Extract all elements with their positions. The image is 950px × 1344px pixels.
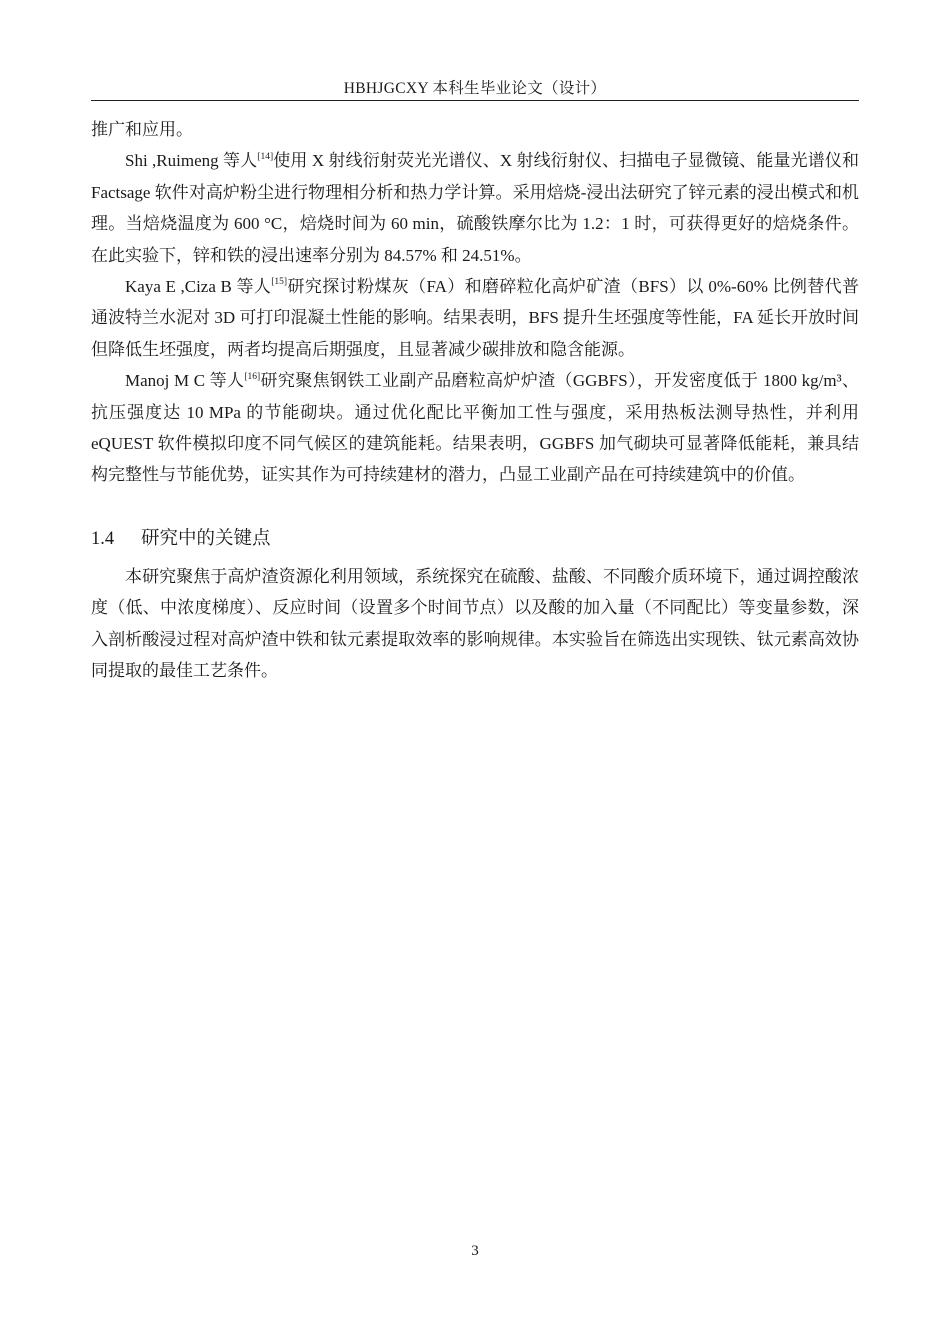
paragraph-lead-text: Shi ,Ruimeng 等人 [125,151,258,171]
paragraph-kaya-ciza [91,271,859,365]
paragraph-body-text: 研究探讨粉煤灰（FA）和磨碎粒化高炉矿渣（BFS）以 0%-60% 比例替代普通波特兰水泥对 3D 可打印混凝土性能的影响。结果表明，BFS 提升生坯强度等性能，FA 延长开放时间但降低生坯强度，两者均提高后期强度，且显著减少碳排放和隐含能源。 [91,277,860,359]
citation-ref: [14] [257,151,274,162]
paragraph-continuation: 推广和应用。 [91,120,193,139]
page-header [91,76,859,98]
page-body [91,114,859,687]
header-title: HBHJGCXY 本科生毕业论文（设计） [343,80,607,97]
citation-ref: [15] [271,277,288,288]
header-divider [91,100,859,101]
section-heading [91,523,859,555]
section-paragraph: 本研究聚焦于高炉渣资源化利用领域，系统探究在硫酸、盐酸、不同酸介质环境下，通过调控酸浓度（低、中浓度梯度）、反应时间（设置多个时间节点）以及酸的加入量（不同配比）等变量参数，深入剖析酸浸过程对高炉渣中铁和钛元素提取效率的影响规律。本实验旨在筛选出实现铁、钛元素高效协同提取的最佳工艺条件。 [91,566,859,681]
paragraph-body-text: 研究聚焦钢铁工业副产品磨粒高炉炉渣（GGBFS），开发密度低于 1800 kg/m³、抗压强度达 10 MPa 的节能砌块。通过优化配比平衡加工性与强度，采用热板法测导热性，并利用 eQUEST 软件模拟印度不同气候区的建筑能耗。结果表明，GGBFS 加气砌块可显著降低能耗，兼具结构完整性与节能优势，证实其作为可持续建材的潜力，凸显工业副产品在可持续建筑中的价值。 [91,371,859,485]
section-number: 1.4 [91,528,115,549]
paragraph-lead-text: Manoj M C 等人 [125,371,245,391]
paragraph-shi-ruimeng [91,145,859,271]
page-number: 3 [471,1243,479,1259]
paragraph-lead-text: Kaya E ,Ciza B 等人 [125,277,272,297]
citation-ref: [16] [244,371,261,382]
paragraph-manoj [91,365,859,491]
section-title: 研究中的关键点 [141,527,271,549]
paragraph-body-text: 使用 X 射线衍射荧光光谱仪、X 射线衍射仪、扫描电子显微镜、能量光谱仪和 Factsage 软件对高炉粉尘进行物理相分析和热力学计算。采用焙烧-浸出法研究了锌元素的浸出模式和机理。当焙烧温度为 600 °C，焙烧时间为 60 min，硫酸铁摩尔比为 1.2：1 时，可获得更好的焙烧条件。在此实验下，锌和铁的浸出速率分别为 84.57% 和 24.51%。 [91,151,859,265]
